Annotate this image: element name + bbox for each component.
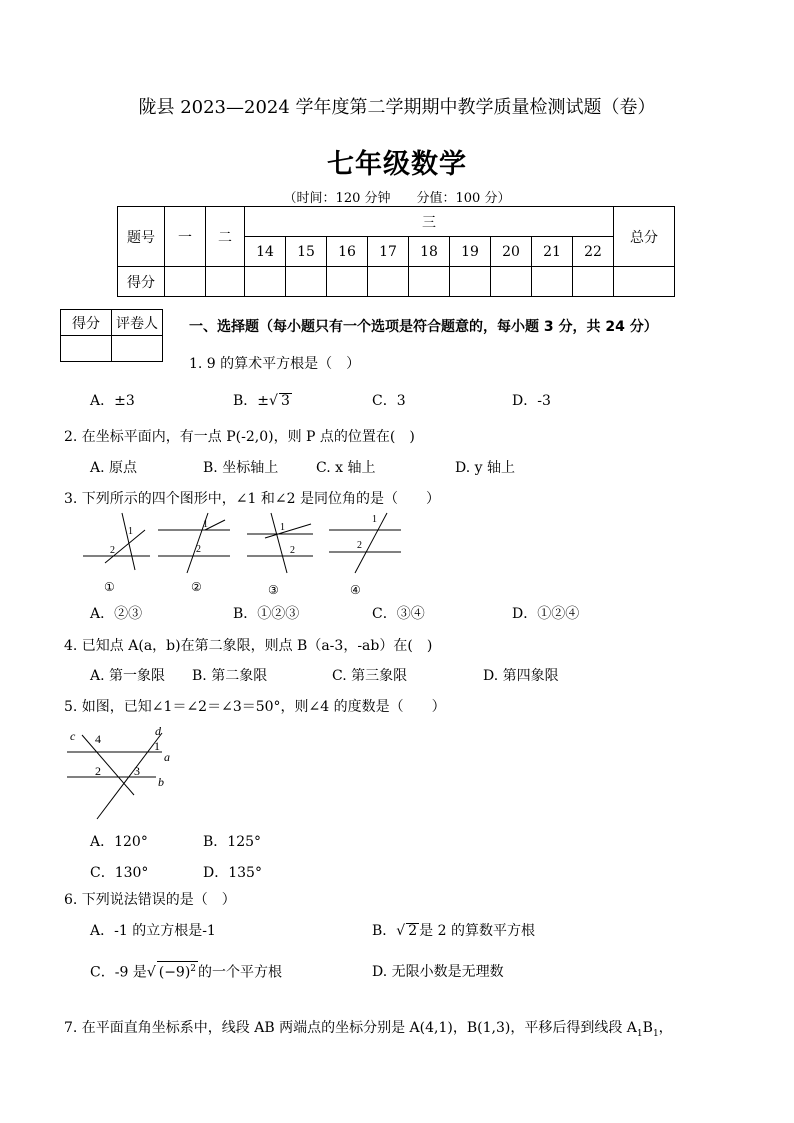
q6-option-b-suffix: 是 2 的算数平方根 [419,923,535,939]
grader-score-cell[interactable] [61,336,112,362]
score-cell[interactable] [206,267,245,297]
score-cell[interactable] [573,267,614,297]
q3-option-d[interactable]: D．①②④ [512,606,580,622]
question-2: 2. 在坐标平面内，有一点 P(-2,0)，则 P 点的位置在( ) [64,429,415,445]
q6-option-c-suffix: 的一个平方根 [198,964,283,981]
question-7 [64,1017,673,1039]
q4-option-d[interactable]: D. 第四象限 [483,668,559,684]
q5-option-d[interactable]: D．135° [203,865,262,881]
q3-fig3-angle2: 2 [290,545,295,556]
section3-header: 三 [245,207,614,237]
exam-time-score: （时间：120 分钟 分值：100 分） [283,191,511,206]
q6-option-c-prefix: C．-9 是 [90,964,147,981]
q6-option-c[interactable] [90,961,282,982]
q1-option-b-radicand: 3 [280,393,290,409]
q3-fig1-angle2: 2 [110,545,115,556]
q6-option-b-radicand: 2 [408,923,418,939]
column-header: 19 [450,237,491,267]
q5-label-4: 4 [95,732,101,746]
question-3: 3. 下列所示的四个图形中，∠1 和∠2 是同位角的是（ ） [64,491,440,507]
sqrt-sign: √ [146,964,156,981]
q4-option-a[interactable]: A. 第一象限 [90,668,166,684]
q1-option-c[interactable]: C．3 [372,393,406,409]
column-header: 15 [286,237,327,267]
q7-stem: 7. 在平面直角坐标系中，线段 AB 两端点的坐标分别是 A(4,1)，B(1,3)，平移后得到线段 A [64,1020,637,1036]
q3-fig-label-1: ① [104,580,115,594]
q3-fig2-angle2: 2 [196,544,201,555]
column-header: 17 [368,237,409,267]
score-cell[interactable] [491,267,532,297]
grader-score-label: 得分 [61,310,112,336]
grader-name-cell[interactable] [112,336,163,362]
q3-fig-label-3: ③ [268,583,279,597]
score-cell[interactable] [368,267,409,297]
q3-fig4-angle1: 1 [372,514,377,525]
column-header: 22 [573,237,614,267]
q1-option-d[interactable]: D．-3 [512,393,551,409]
q3-fig1-angle1: 1 [128,526,133,537]
question-number-label: 题号 [118,207,165,267]
grader-table [60,309,163,362]
sqrt-sign: √ [396,923,406,939]
q2-option-a[interactable]: A. 原点 [90,460,138,476]
q5-label-3: 3 [134,764,140,778]
q1-option-a[interactable]: A．±3 [90,393,135,409]
q4-option-c[interactable]: C. 第三象限 [332,668,408,684]
grader-name-label: 评卷人 [112,310,163,336]
q7-sub-a: 1 [636,1028,643,1039]
q5-option-b[interactable]: B．125° [203,834,262,850]
q2-option-c[interactable]: C. x 轴上 [316,460,376,476]
column-header: 20 [491,237,532,267]
score-cell[interactable] [409,267,450,297]
q2-option-d[interactable]: D. y 轴上 [455,460,515,476]
q5-option-c[interactable]: C．130° [90,865,149,881]
total-score-cell[interactable] [614,267,675,297]
section1-header: 一 [165,207,206,267]
q5-label-b: b [158,775,164,789]
question-4: 4. 已知点 A(a，b)在第二象限，则点 B（a-3，-ab）在( ) [64,638,433,654]
section2-header: 二 [206,207,245,267]
q5-label-d: d [155,724,161,738]
q5-label-c: c [70,729,76,743]
q4-option-b[interactable]: B. 第二象限 [192,668,268,684]
score-cell[interactable] [327,267,368,297]
total-header: 总分 [614,207,675,267]
q6-option-b[interactable] [372,920,535,940]
score-table [117,206,675,297]
q5-figure [62,723,187,823]
q3-option-c[interactable]: C．③④ [372,606,425,622]
q3-fig3-angle1: 1 [280,522,285,533]
score-row-label: 得分 [118,267,165,297]
sqrt-sign: √ [269,393,278,409]
q6-option-a[interactable]: A．-1 的立方根是-1 [90,923,216,939]
page-title: 七年级数学 [327,149,467,180]
q3-fig-label-2: ② [191,580,202,594]
column-header: 21 [532,237,573,267]
score-cell[interactable] [165,267,206,297]
column-header: 18 [409,237,450,267]
q3-option-b[interactable]: B．①②③ [233,606,300,622]
q5-label-1: 1 [154,739,160,753]
section1-heading: 一、选择题（每小题只有一个选项是符合题意的，每小题 3 分，共 24 分） [189,319,658,335]
q6-option-b-prefix: B． [372,923,397,939]
q5-option-a[interactable]: A．120° [90,834,148,850]
q5-label-a: a [164,750,170,764]
question-1: 1. 9 的算术平方根是（ ） [189,356,361,372]
q6-option-c-exponent: 2 [190,964,197,974]
q7-end: ， [658,1020,673,1036]
column-header: 14 [245,237,286,267]
q1-option-b-prefix: B．± [233,393,270,409]
q2-option-b[interactable]: B. 坐标轴上 [203,460,279,476]
question-5: 5. 如图，已知∠1＝∠2＝∠3＝50°，则∠4 的度数是（ ） [64,699,446,715]
question-6: 6. 下列说法错误的是（ ） [64,892,236,908]
q3-fig4-angle2: 2 [357,540,362,551]
score-cell[interactable] [450,267,491,297]
exam-header-line: 陇县 2023—2024 学年度第二学期期中教学质量检测试题（卷） [138,97,656,118]
score-cell[interactable] [245,267,286,297]
q3-fig-label-4: ④ [350,583,361,597]
q6-option-c-base: (−9) [158,964,191,981]
q3-figures [75,508,415,600]
score-cell[interactable] [532,267,573,297]
q6-option-d[interactable]: D. 无限小数是无理数 [372,964,504,980]
score-cell[interactable] [286,267,327,297]
q5-label-2: 2 [95,764,101,778]
q7-sub-b: 1 [652,1028,659,1039]
q6-option-c-radicand [157,961,198,980]
q3-option-a[interactable]: A．②③ [90,606,143,622]
q1-option-b[interactable] [233,390,292,410]
column-header: 16 [327,237,368,267]
q7-point-b: B [642,1020,653,1036]
q3-fig2-angle1: 1 [203,519,208,530]
